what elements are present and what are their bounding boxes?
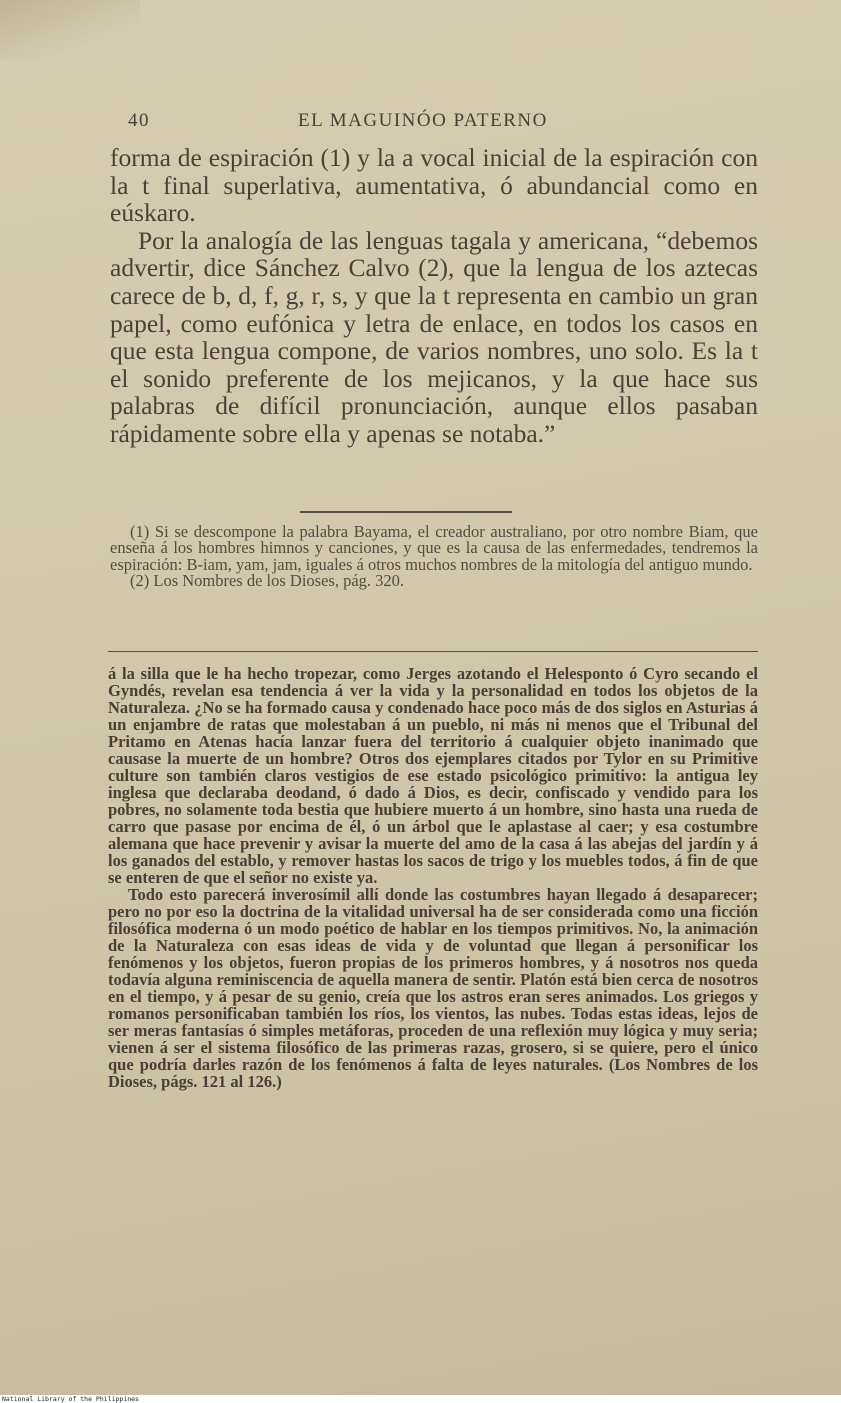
- page-number: 40: [128, 110, 150, 131]
- library-credit: National Library of the Philippines: [0, 1395, 841, 1403]
- running-head: [128, 110, 768, 132]
- footnote-1: (1) Si se descompone la palabra Bayama, el creador australiano, por otro nombre Biam, que enseña á los hombres himnos y canciones, y que es la causa de las enfermedades, tendremos la espiración: B-iam, yam, jam, iguales á otros muchos nombres de la mitología del antiguo mundo.: [110, 522, 758, 574]
- note-paragraph: Todo esto parecerá inverosímil allí donde las costumbres hayan llegado á desaparecer; pero no por eso la doctrina de la vitalidad universal ha de ser considerada como una ficción filosófica moderna ó un modo poético de hablar en los tiempos primitivos. No, la animación de la Naturaleza con esas ideas de vida y de voluntad que llegan á personificar los fenómenos y los objetos, fueron propias de los primeros hombres, y á nosotros nos queda todavía alguna reminiscencia de aquella manera de sentir. Platón está bien cerca de nosotros en el tiempo, y á pesar de su genio, creía que los astros eran seres animados. Los griegos y romanos personificaban también los ríos, los vientos, las nubes. Todas estas ideas, lejos de ser meras fantasías ó simples metáforas, proceden de una reflexión muy lógica y muy seria; vienen á ser el sistema filosófico de las primeras razas, grosero, si se quiere, pero el único que podría darles razón de los fenómenos á falta de leyes naturales. (Los Nombres de los Dioses, págs. 121 al 126.): [108, 885, 758, 1091]
- note-paragraph: á la silla que le ha hecho tropezar, como Jerges azotando el Helesponto ó Cyro secando el Gyndés, revelan esa tendencia á ver la vida y la personalidad en todos los objetos de la Naturaleza. ¿No se ha formado causa y condenado hace poco más de dos siglos en Asturias á un enjambre de ratas que molestaban á un pueblo, ni más ni menos que el Tribunal del Pritamo en Atenas hacía lanzar fuera del territorio á cualquier objeto inanimado que causase la muerte de un hombre? Otros dos ejemplares citados por Tylor en su Primitive culture son también claros vestigios de ese estado psicológico primitivo: la antigua ley inglesa que declaraba deodand, ó dado á Dios, es decir, confiscado y vendido para los pobres, no solamente toda bestia que hubiere muerto á un hombre, sino hasta una rueda de carro que pasase por encima de él, ó un árbol que le aplastase al caer; y esa costumbre alemana que hace prevenir y avisar la muerte del amo de la casa á las abejas del jardín y á los ganados del establo, y remover hastas los sacos de trigo y los muebles todos, á fin de que se enteren de que el señor no existe ya.: [108, 664, 758, 887]
- footnotes: [110, 524, 758, 589]
- footnote-2: (2) Los Nombres de los Dioses, pág. 320.: [130, 570, 405, 590]
- footnote-separator: [300, 511, 512, 513]
- page-fold-shadow: [0, 0, 140, 60]
- body-paragraph: Por la analogía de las lenguas tagala y americana, “debemos advertir, dice Sánchez Calvo (2), que la lengua de los aztecas carece de b, d, f, g, r, s, y que la t representa en cambio un gran papel, como eufónica y letra de enlace, en todos los casos en que esta lengua compone, de varios nombres, uno solo. Es la t el sonido preferente de los mejicanos, y la que hace sus palabras de difícil pronunciación, aunque ellos pasaban rápidamente sobre ella y apenas se notaba.”: [110, 225, 758, 448]
- continued-note-text: [108, 665, 758, 1090]
- main-body-text: [110, 144, 758, 448]
- body-paragraph: forma de espiración (1) y la a vocal inicial de la espiración con la t final superlativa, aumentativa, ó abundancial como en eúskaro.: [110, 143, 758, 228]
- section-divider: [108, 651, 758, 652]
- running-title: EL MAGUINÓO PATERNO: [298, 110, 548, 131]
